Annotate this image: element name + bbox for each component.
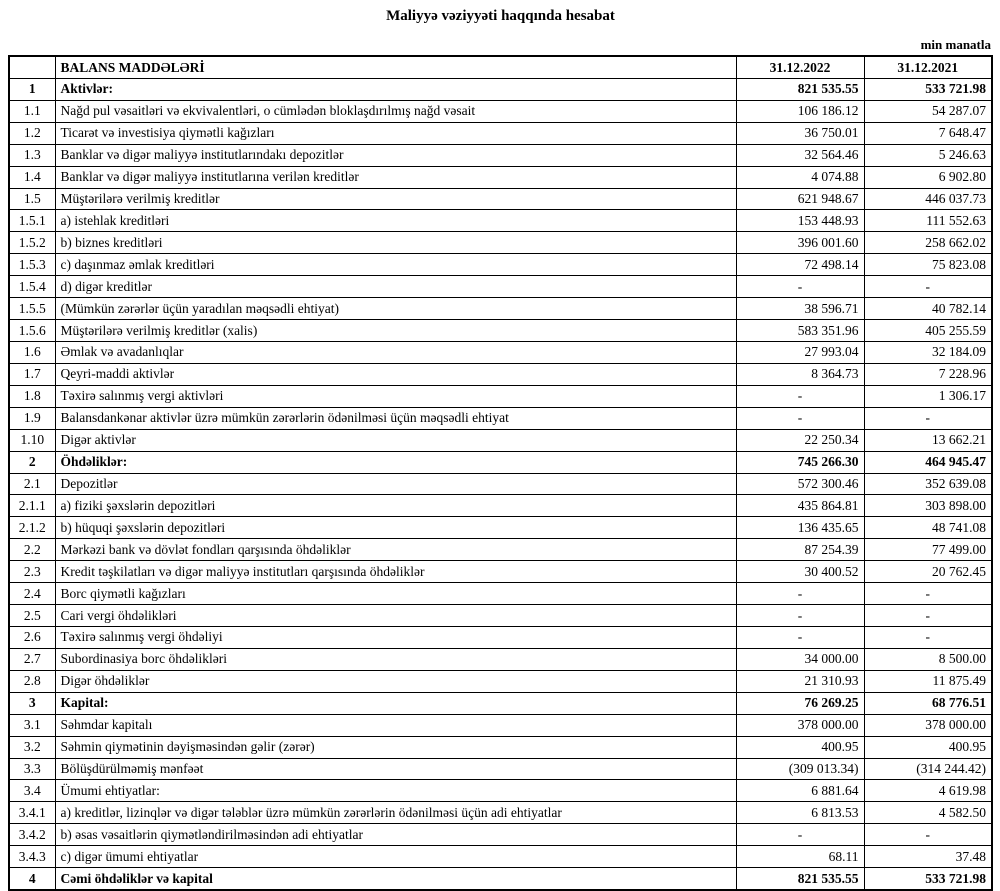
row-label: Banklar və digər maliyyə institutlarına verilən kreditlər xyxy=(55,166,736,188)
table-row xyxy=(9,473,992,495)
value-2021: 75 823.08 xyxy=(864,254,992,276)
row-label: b) əsas vəsaitlərin qiymətləndirilməsindən adi ehtiyatlar xyxy=(55,824,736,846)
row-number: 1.4 xyxy=(9,166,55,188)
value-2022: 87 254.39 xyxy=(736,539,864,561)
unit-note: min manatla xyxy=(920,37,991,52)
row-label: Qeyri-maddi aktivlər xyxy=(55,363,736,385)
row-number: 2.8 xyxy=(9,670,55,692)
table-row xyxy=(9,824,992,846)
row-label: Balansdankənar aktivlər üzrə mümkün zərərlərin ödənilməsi üçün məqsədli ehtiyat xyxy=(55,407,736,429)
row-label: Digər öhdəliklər xyxy=(55,670,736,692)
row-label: Səhmdar kapitalı xyxy=(55,714,736,736)
table-row xyxy=(9,166,992,188)
value-2022: 8 364.73 xyxy=(736,363,864,385)
value-2021: 54 287.07 xyxy=(864,100,992,122)
row-number: 2.1.1 xyxy=(9,495,55,517)
table-row xyxy=(9,802,992,824)
row-number: 1.3 xyxy=(9,144,55,166)
row-number: 1.5.5 xyxy=(9,298,55,320)
table-row xyxy=(9,605,992,627)
row-label: Öhdəliklər: xyxy=(55,451,736,473)
row-number: 2.1 xyxy=(9,473,55,495)
value-2021: 4 582.50 xyxy=(864,802,992,824)
table-row xyxy=(9,122,992,144)
value-2022: (309 013.34) xyxy=(736,758,864,780)
row-number: 2.2 xyxy=(9,539,55,561)
value-2022: 68.11 xyxy=(736,846,864,868)
header-balance-items: BALANS MADDƏLƏRİ xyxy=(55,56,736,78)
table-row xyxy=(9,780,992,802)
value-2021: 68 776.51 xyxy=(864,692,992,714)
table-row xyxy=(9,254,992,276)
row-number: 1.5.1 xyxy=(9,210,55,232)
row-label: a) kreditlər, lizinqlər və digər tələblər üzrə mümkün zərərlərin ödənilməsi üçün adi ehtiyatlar xyxy=(55,802,736,824)
value-2022: 572 300.46 xyxy=(736,473,864,495)
row-number: 3.4.2 xyxy=(9,824,55,846)
table-row xyxy=(9,78,992,100)
value-2022: 821 535.55 xyxy=(736,868,864,890)
value-2022: 22 250.34 xyxy=(736,429,864,451)
row-number: 1.8 xyxy=(9,385,55,407)
row-label: c) daşınmaz əmlak kreditləri xyxy=(55,254,736,276)
value-2021: 446 037.73 xyxy=(864,188,992,210)
row-label: Kredit təşkilatları və digər maliyyə institutları qarşısında öhdəliklər xyxy=(55,561,736,583)
table-row xyxy=(9,736,992,758)
value-2021: - xyxy=(864,605,992,627)
value-2022: 4 074.88 xyxy=(736,166,864,188)
value-2022: 378 000.00 xyxy=(736,714,864,736)
row-number: 1.5.3 xyxy=(9,254,55,276)
row-label: Mərkəzi bank və dövlət fondları qarşısında öhdəliklər xyxy=(55,539,736,561)
table-row xyxy=(9,298,992,320)
value-2022: - xyxy=(736,824,864,846)
table-row xyxy=(9,626,992,648)
value-2022: 36 750.01 xyxy=(736,122,864,144)
row-label: Təxirə salınmış vergi öhdəliyi xyxy=(55,626,736,648)
value-2022: - xyxy=(736,583,864,605)
value-2022: - xyxy=(736,626,864,648)
header-number-column xyxy=(9,56,55,78)
value-2022: 30 400.52 xyxy=(736,561,864,583)
row-number: 1.6 xyxy=(9,341,55,363)
page-title: Maliyyə vəziyyəti haqqında hesabat xyxy=(386,8,615,24)
row-label: a) fiziki şəxslərin depozitləri xyxy=(55,495,736,517)
table-row xyxy=(9,561,992,583)
balance-sheet-table xyxy=(8,55,993,891)
value-2022: 6 813.53 xyxy=(736,802,864,824)
value-2021: 5 246.63 xyxy=(864,144,992,166)
value-2021: 7 228.96 xyxy=(864,363,992,385)
row-number: 1.1 xyxy=(9,100,55,122)
value-2021: 258 662.02 xyxy=(864,232,992,254)
table-row xyxy=(9,385,992,407)
row-number: 3.3 xyxy=(9,758,55,780)
row-number: 3.1 xyxy=(9,714,55,736)
value-2022: 136 435.65 xyxy=(736,517,864,539)
value-2022: - xyxy=(736,605,864,627)
value-2021: 533 721.98 xyxy=(864,78,992,100)
header-period-2022: 31.12.2022 xyxy=(736,56,864,78)
row-number: 2.1.2 xyxy=(9,517,55,539)
value-2022: 745 266.30 xyxy=(736,451,864,473)
value-2021: - xyxy=(864,824,992,846)
table-row xyxy=(9,670,992,692)
row-number: 1.5.6 xyxy=(9,320,55,342)
row-label: Borc qiymətli kağızları xyxy=(55,583,736,605)
table-row xyxy=(9,100,992,122)
row-number: 1.5 xyxy=(9,188,55,210)
value-2021: 4 619.98 xyxy=(864,780,992,802)
table-row xyxy=(9,429,992,451)
value-2021: 48 741.08 xyxy=(864,517,992,539)
row-number: 2 xyxy=(9,451,55,473)
value-2021: 6 902.80 xyxy=(864,166,992,188)
value-2022: 153 448.93 xyxy=(736,210,864,232)
row-label: Kapital: xyxy=(55,692,736,714)
value-2022: - xyxy=(736,276,864,298)
row-number: 3 xyxy=(9,692,55,714)
value-2022: 583 351.96 xyxy=(736,320,864,342)
row-label: Aktivlər: xyxy=(55,78,736,100)
value-2021: 20 762.45 xyxy=(864,561,992,583)
row-number: 2.6 xyxy=(9,626,55,648)
row-label: b) hüquqi şəxslərin depozitləri xyxy=(55,517,736,539)
table-row xyxy=(9,539,992,561)
row-number: 1.2 xyxy=(9,122,55,144)
row-number: 3.4.1 xyxy=(9,802,55,824)
table-row xyxy=(9,868,992,890)
table-row xyxy=(9,341,992,363)
value-2021: - xyxy=(864,276,992,298)
value-2021: 13 662.21 xyxy=(864,429,992,451)
table-row xyxy=(9,451,992,473)
row-label: Ticarət və investisiya qiymətli kağızları xyxy=(55,122,736,144)
row-number: 1.5.2 xyxy=(9,232,55,254)
value-2021: 405 255.59 xyxy=(864,320,992,342)
value-2021: 464 945.47 xyxy=(864,451,992,473)
table-row xyxy=(9,210,992,232)
value-2022: 32 564.46 xyxy=(736,144,864,166)
value-2021: 37.48 xyxy=(864,846,992,868)
table-row xyxy=(9,517,992,539)
value-2022: 106 186.12 xyxy=(736,100,864,122)
header-row xyxy=(9,56,992,78)
row-label: Səhmin qiymətinin dəyişməsindən gəlir (zərər) xyxy=(55,736,736,758)
table-row xyxy=(9,495,992,517)
value-2021: 303 898.00 xyxy=(864,495,992,517)
row-number: 1.5.4 xyxy=(9,276,55,298)
value-2021: - xyxy=(864,626,992,648)
row-number: 2.5 xyxy=(9,605,55,627)
table-row xyxy=(9,714,992,736)
table-row xyxy=(9,583,992,605)
row-label: b) biznes kreditləri xyxy=(55,232,736,254)
row-label: c) digər ümumi ehtiyatlar xyxy=(55,846,736,868)
table-row xyxy=(9,320,992,342)
value-2021: - xyxy=(864,583,992,605)
value-2022: 435 864.81 xyxy=(736,495,864,517)
row-label: Nağd pul vəsaitləri və ekvivalentləri, o cümlədən bloklaşdırılmış nağd vəsait xyxy=(55,100,736,122)
value-2021: 111 552.63 xyxy=(864,210,992,232)
table-row xyxy=(9,846,992,868)
value-2021: 77 499.00 xyxy=(864,539,992,561)
value-2022: 6 881.64 xyxy=(736,780,864,802)
row-label: Ümumi ehtiyatlar: xyxy=(55,780,736,802)
table-row xyxy=(9,188,992,210)
table-row xyxy=(9,232,992,254)
row-label: Cari vergi öhdəlikləri xyxy=(55,605,736,627)
value-2021: (314 244.42) xyxy=(864,758,992,780)
row-label: Bölüşdürülməmiş mənfəət xyxy=(55,758,736,780)
row-number: 3.4 xyxy=(9,780,55,802)
header-period-2021: 31.12.2021 xyxy=(864,56,992,78)
row-number: 2.7 xyxy=(9,648,55,670)
row-label: Digər aktivlər xyxy=(55,429,736,451)
value-2022: 400.95 xyxy=(736,736,864,758)
value-2022: 72 498.14 xyxy=(736,254,864,276)
value-2021: 1 306.17 xyxy=(864,385,992,407)
value-2021: 378 000.00 xyxy=(864,714,992,736)
table-row xyxy=(9,144,992,166)
row-number: 3.4.3 xyxy=(9,846,55,868)
value-2021: 8 500.00 xyxy=(864,648,992,670)
table-row xyxy=(9,758,992,780)
value-2021: 533 721.98 xyxy=(864,868,992,890)
value-2022: - xyxy=(736,407,864,429)
value-2022: - xyxy=(736,385,864,407)
value-2021: 40 782.14 xyxy=(864,298,992,320)
value-2022: 21 310.93 xyxy=(736,670,864,692)
row-label: Depozitlər xyxy=(55,473,736,495)
table-row xyxy=(9,363,992,385)
value-2022: 621 948.67 xyxy=(736,188,864,210)
table-header xyxy=(9,56,992,78)
row-label: d) digər kreditlər xyxy=(55,276,736,298)
balance-table-body xyxy=(9,78,992,890)
value-2022: 396 001.60 xyxy=(736,232,864,254)
value-2021: 7 648.47 xyxy=(864,122,992,144)
value-2021: - xyxy=(864,407,992,429)
table-row xyxy=(9,276,992,298)
row-label: Subordinasiya borc öhdəlikləri xyxy=(55,648,736,670)
value-2022: 34 000.00 xyxy=(736,648,864,670)
row-label: Banklar və digər maliyyə institutlarındakı depozitlər xyxy=(55,144,736,166)
value-2021: 11 875.49 xyxy=(864,670,992,692)
row-number: 1.10 xyxy=(9,429,55,451)
table-row xyxy=(9,648,992,670)
row-label: (Mümkün zərərlər üçün yaradılan məqsədli ehtiyat) xyxy=(55,298,736,320)
value-2022: 27 993.04 xyxy=(736,341,864,363)
row-number: 1.9 xyxy=(9,407,55,429)
row-number: 1.7 xyxy=(9,363,55,385)
row-label: Əmlak və avadanlıqlar xyxy=(55,341,736,363)
row-label: Müştərilərə verilmiş kreditlər (xalis) xyxy=(55,320,736,342)
value-2021: 400.95 xyxy=(864,736,992,758)
table-row xyxy=(9,407,992,429)
table-row xyxy=(9,692,992,714)
row-number: 1 xyxy=(9,78,55,100)
row-label: Müştərilərə verilmiş kreditlər xyxy=(55,188,736,210)
row-number: 2.3 xyxy=(9,561,55,583)
value-2022: 821 535.55 xyxy=(736,78,864,100)
row-number: 4 xyxy=(9,868,55,890)
value-2022: 38 596.71 xyxy=(736,298,864,320)
row-number: 2.4 xyxy=(9,583,55,605)
row-label: Cəmi öhdəliklər və kapital xyxy=(55,868,736,890)
row-label: a) istehlak kreditləri xyxy=(55,210,736,232)
row-label: Təxirə salınmış vergi aktivləri xyxy=(55,385,736,407)
row-number: 3.2 xyxy=(9,736,55,758)
value-2021: 32 184.09 xyxy=(864,341,992,363)
value-2022: 76 269.25 xyxy=(736,692,864,714)
value-2021: 352 639.08 xyxy=(864,473,992,495)
